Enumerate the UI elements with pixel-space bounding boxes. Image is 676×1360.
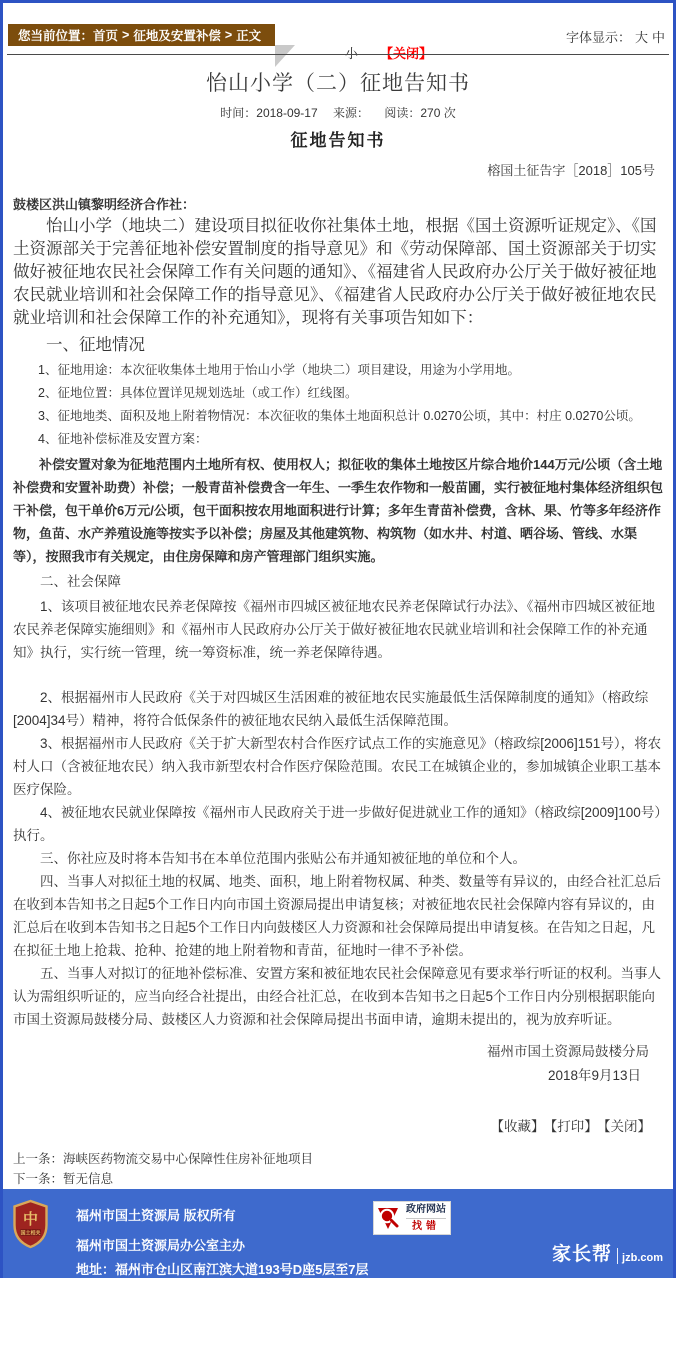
font-size-label: 字体显示： <box>565 30 631 45</box>
badge-line1: 政府网站 <box>406 1203 446 1215</box>
article-actions <box>13 1115 663 1135</box>
document-number: 榕国土征告字［2018］105号 <box>487 163 655 178</box>
footer-site-id: 网站标识码:3501000025 <box>28 1290 170 1305</box>
sitemap-link[interactable]: 站点地图 <box>28 1344 81 1359</box>
article <box>3 57 673 1135</box>
font-size-medium[interactable]: 中 <box>651 30 665 45</box>
footer-fax: 传真：0591-83370345 <box>284 1318 415 1333</box>
font-size-large[interactable]: 大 <box>634 30 648 45</box>
prev-article-row <box>13 1149 663 1169</box>
watermark-divider <box>617 1248 618 1264</box>
article-meta <box>13 104 663 121</box>
footer-zip: 邮编：350007 <box>28 1318 111 1333</box>
font-size-controls-row2 <box>345 43 432 62</box>
breadcrumb-separator: > <box>224 28 233 42</box>
breadcrumb-section-link[interactable]: 征地及安置补偿 <box>133 29 221 43</box>
page-header <box>3 3 673 61</box>
close-action[interactable]: 【关闭】 <box>603 1119 651 1134</box>
article-paragraph: 四、当事人对拟征土地的权属、地类、面积，地上附着物权属、种类、数量等有异议的，由经合社汇总后在收到本告知书之日起5个工作日内向市国土资源局提出申请复核；对被征地农民社会保障内容有异议的，由汇总后在收到本告知书之日起5个工作日内向鼓楼区人力资源和社会保障局提出申请复核。在告知之日起，凡在拟征土地上抢栽、抢种、抢建的地上附着物和青苗，征地时一律不予补偿。 <box>13 874 661 958</box>
badge-line2: 找错 <box>406 1218 446 1232</box>
article-paragraph: 二、社会保障 <box>40 574 121 589</box>
main-content <box>3 3 673 1189</box>
footer-copyright: 福州市国土资源局 版权所有 <box>76 1208 236 1223</box>
article-paragraph <box>13 664 663 686</box>
footer-icp: 网站备案号：闽ICP备06000998号 <box>203 1290 401 1305</box>
print-action[interactable]: 【打印】 <box>550 1119 598 1134</box>
svg-text:中: 中 <box>22 1210 39 1228</box>
footer-site-id-row <box>28 1287 400 1306</box>
watermark-domain: jzb.com <box>622 1252 663 1264</box>
font-size-small[interactable]: 小 <box>345 46 359 61</box>
breadcrumb-fold-icon <box>275 45 295 67</box>
favorite-action[interactable]: 【收藏】 <box>490 1119 545 1134</box>
bureau-emblem-icon <box>12 1200 49 1248</box>
watermark <box>552 1239 663 1266</box>
prev-next-nav <box>3 1135 673 1189</box>
article-paragraph: 补偿安置对象为征地范围内土地所有权、使用权人；拟征收的集体土地按区片综合地价144万元/公顷（含土地补偿费和安置补助费）补偿；一般青苗补偿费含一年生、一季生农作物和一般苗圃，实行被征地村集体经济组织包干补偿，包干单价6万元/公顷，包干面积按农用地面积进行计算；多年生青苗补偿费，含林、果、竹等多年经济作物，鱼苗、水产养殖设施等按实予以补偿；房屋及其他建筑物、构筑物（如水井、村道、晒谷场、管线、水渠等），按照我市有关规定，由住房保障和房产管理部门组织实施。 <box>13 457 664 564</box>
article-paragraph: 三、你社应及时将本告知书在本单位范围内张贴公布并通知被征地的单位和个人。 <box>40 851 526 866</box>
page-title: 怡山小学（二）征地告知书 <box>206 72 470 95</box>
signature-date: 2018年9月13日 <box>547 1068 641 1083</box>
svg-text:国土相关: 国土相关 <box>20 1230 41 1237</box>
next-article-row <box>13 1169 663 1189</box>
font-size-controls <box>566 27 665 46</box>
document-title: 征地告知书 <box>290 131 386 150</box>
next-article-text: 暂无信息 <box>63 1172 114 1186</box>
article-paragraph: 1、该项目被征地农民养老保障按《福州市四城区被征地农民养老保障试行办法》、《福州市四城区被征地农民养老保障实施细则》和《福州市人民政府办公厅关于做好被征地农民就业培训和社会保障工作的补充通知》执行，实行统一管理，统一筹资标准，统一养老保障待遇。 <box>13 599 656 660</box>
magnifier-icon <box>376 1205 402 1231</box>
footer-tel: 电话：0591-83327490 <box>132 1318 263 1333</box>
footer-address: 地址：福州市仓山区南江滨大道193号D座5层至7层 <box>76 1262 369 1277</box>
prev-article-link[interactable]: 海峡医药物流交易中心保障性住房补征地项目 <box>63 1152 314 1166</box>
article-paragraph: 鼓楼区洪山镇黎明经济合作社： <box>13 197 196 212</box>
watermark-brand: 家长帮 <box>552 1244 613 1265</box>
signature-block <box>13 1041 663 1089</box>
footer-contact-row <box>28 1315 415 1334</box>
prev-label: 上一条： <box>13 1152 64 1166</box>
breadcrumb-label: 您当前位置： <box>18 29 94 43</box>
article-paragraph: 4、征地补偿标准及安置方案： <box>38 432 208 446</box>
article-paragraph: 1、征地用途：本次征收集体土地用于怡山小学（地块二）项目建设，用途为小学用地。 <box>38 363 520 377</box>
page-footer <box>3 1189 673 1359</box>
article-paragraph: 一、征地情况 <box>46 336 145 354</box>
signature-org: 福州市国土资源局鼓楼分局 <box>487 1044 649 1059</box>
article-paragraph: 3、根据福州市人民政府《关于扩大新型农村合作医疗试点工作的实施意见》（榕政综[2006]151号），将农村人口（含被征地农民）纳入我市新型农村合作医疗保险范围。农民工在城镇企业的，参加城镇企业职工基本医疗保险。 <box>13 736 662 797</box>
close-page-link[interactable]: 【关闭】 <box>380 46 433 61</box>
footer-organizer: 福州市国土资源局办公室主办 <box>76 1238 246 1253</box>
breadcrumb-current: 正文 <box>236 29 262 43</box>
breadcrumb-home-link[interactable]: 首页 <box>93 29 119 43</box>
article-time: 时间：2018-09-17 <box>220 106 318 120</box>
breadcrumb <box>8 24 275 46</box>
article-paragraph: 4、被征地农民就业保障按《福州市人民政府关于进一步做好促进就业工作的通知》（榕政综[2009]100号）执行。 <box>13 805 662 843</box>
article-source: 来源： <box>333 106 370 120</box>
article-paragraph: 怡山小学（地块二）建设项目拟征收你社集体土地，根据《国土资源听证规定》、《国土资源部关于完善征地补偿安置制度的指导意见》和《劳动保障部、国土资源部关于切实做好被征地农民社会保障工作有关问题的通知》、《福建省人民政府办公厅关于做好被征地农民就业培训和社会保障工作的指导意见》、《福建省人民政府办公厅关于做好被征地农民就业培训和社会保障工作的补充通知》，现将有关事项告知如下： <box>13 217 657 327</box>
article-paragraph: 2、征地位置：具体位置详见规划选址（或工作）红线图。 <box>38 386 358 400</box>
header-divider <box>7 54 669 55</box>
breadcrumb-separator: > <box>122 28 130 42</box>
article-views: 阅读：270 次 <box>384 106 456 120</box>
article-paragraph: 3、征地地类、面积及地上附着物情况：本次征收的集体土地面积总计 0.0270公顷，其中：村庄 0.0270公顷。 <box>38 409 641 423</box>
next-label: 下一条： <box>13 1172 64 1186</box>
gov-site-error-report-badge[interactable] <box>373 1201 451 1235</box>
article-paragraph: 五、当事人对拟订的征地补偿标准、安置方案和被征地农民社会保障意见有要求举行听证的权利。当事人认为需组织听证的，应当向经合社提出，由经合社汇总，在收到本告知书之日起5个工作日内分别根据职能向市国土资源局鼓楼分局、鼓楼区人力资源和社会保障局提出书面申请，逾期未提出的，视为放弃听证。 <box>13 966 661 1027</box>
badge-text <box>402 1205 450 1232</box>
article-paragraph: 2、根据福州市人民政府《关于对四城区生活困难的被征地农民实施最低生活保障制度的通知》（榕政综[2004]34号）精神，将符合低保条件的被征地农民纳入最低生活保障范围。 <box>13 690 649 728</box>
article-body <box>13 195 663 1031</box>
